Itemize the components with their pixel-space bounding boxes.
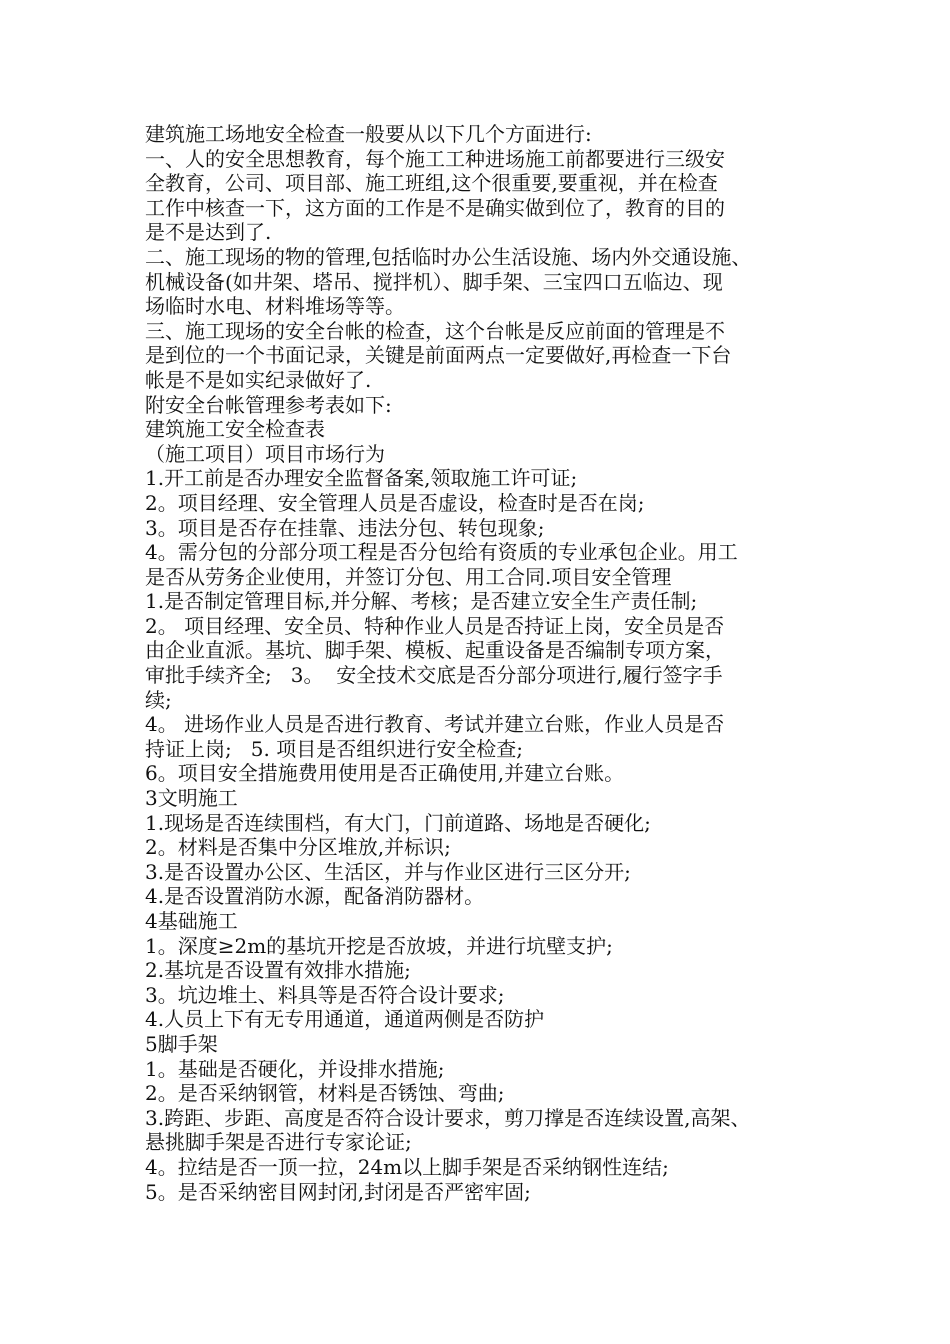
section-heading: （施工项目）项目市场行为 <box>145 441 385 466</box>
section-heading: 5脚手架 <box>145 1031 218 1056</box>
text-line: 是不是达到了. <box>145 220 272 245</box>
list-item: 1.是否制定管理目标,并分解、考核；是否建立安全生产责任制; <box>145 589 698 614</box>
list-item: 是否从劳务企业使用，并签订分包、用工合同.项目安全管理 <box>145 564 672 589</box>
text-line: 二、施工现场的物的管理,包括临时办公生活设施、场内外交通设施、 <box>145 244 752 269</box>
list-item: 4。拉结是否一顶一拉，24m以上脚手架是否采纳钢性连结; <box>145 1154 669 1179</box>
list-item: 2。项目经理、安全管理人员是否虚设，检查时是否在岗; <box>145 490 645 515</box>
section-heading: 4基础施工 <box>145 909 238 933</box>
list-item: 3.跨距、步距、高度是否符合设计要求，剪刀撑是否连续设置,高架、 <box>145 1105 751 1130</box>
list-item: 1。深度≥2m的基坑开挖是否放坡，并进行坑壁支护; <box>145 933 613 958</box>
list-item: 5。是否采纳密目网封闭,封闭是否严密牢固; <box>145 1179 531 1204</box>
list-item: 4。 进场作业人员是否进行教育、考试并建立台账，作业人员是否 <box>145 712 725 737</box>
list-item: 6。项目安全措施费用使用是否正确使用,并建立台账。 <box>145 761 625 786</box>
text-line: 是到位的一个书面记录，关键是前面两点一定要做好,再检查一下台 <box>145 343 732 368</box>
list-item: 续; <box>145 687 172 712</box>
list-item: 2.基坑是否设置有效排水措施; <box>145 958 411 983</box>
list-item: 1.现场是否连续围档，有大门，门前道路、场地是否硬化; <box>145 810 651 835</box>
text-line: 场临时水电、材料堆场等等。 <box>145 294 405 319</box>
list-item: 2。是否采纳钢管，材料是否锈蚀、弯曲; <box>145 1081 505 1106</box>
list-item: 2。 项目经理、安全员、特种作业人员是否持证上岗，安全员是否 <box>145 613 725 638</box>
list-item: 由企业直派。基坑、脚手架、模板、起重设备是否编制专项方案， <box>145 638 725 663</box>
list-item: 1.开工前是否办理安全监督备案,领取施工许可证; <box>145 466 578 491</box>
list-item: 2。材料是否集中分区堆放,并标识; <box>145 835 451 860</box>
list-item: 1。基础是否硬化，并设排水措施; <box>145 1056 445 1081</box>
document-body <box>145 122 835 1204</box>
text-line: 三、施工现场的安全台帐的检查，这个台帐是反应前面的管理是不 <box>145 318 725 343</box>
list-item: 持证上岗; 5. 项目是否组织进行安全检查; <box>145 736 523 761</box>
list-item: 3.是否设置办公区、生活区，并与作业区进行三区分开; <box>145 859 631 884</box>
text-line: 全教育，公司、项目部、施工班组,这个很重要,要重视，并在检查 <box>145 171 718 196</box>
text-line: 机械设备(如井架、塔吊、搅拌机）、脚手架、三宝四口五临边、现 <box>145 269 723 294</box>
list-item: 4。需分包的分部分项工程是否分包给有资质的专业承包企业。用工 <box>145 540 738 565</box>
list-item: 4.是否设置消防水源，配备消防器材。 <box>145 884 485 909</box>
section-heading: 3文明施工 <box>145 786 238 811</box>
list-item: 悬挑脚手架是否进行专家论证; <box>145 1130 412 1155</box>
text-line: 建筑施工场地安全检查一般要从以下几个方面进行: <box>145 122 592 146</box>
list-item: 审批手续齐全; 3。 安全技术交底是否分部分项进行,履行签字手 <box>145 663 723 688</box>
text-line: 帐是不是如实纪录做好了. <box>145 367 372 392</box>
list-item: 3。项目是否存在挂靠、违法分包、转包现象; <box>145 515 545 540</box>
text-line: 工作中核查一下，这方面的工作是不是确实做到位了，教育的目的 <box>145 195 725 220</box>
list-item: 3。坑边堆土、料具等是否符合设计要求; <box>145 982 505 1007</box>
text-line: 一、人的安全思想教育，每个施工工种进场施工前都要进行三级安 <box>145 146 725 171</box>
text-line: 附安全台帐管理参考表如下: <box>145 392 392 417</box>
section-heading: 建筑施工安全检查表 <box>145 417 325 442</box>
list-item: 4.人员上下有无专用通道，通道两侧是否防护 <box>145 1007 545 1032</box>
